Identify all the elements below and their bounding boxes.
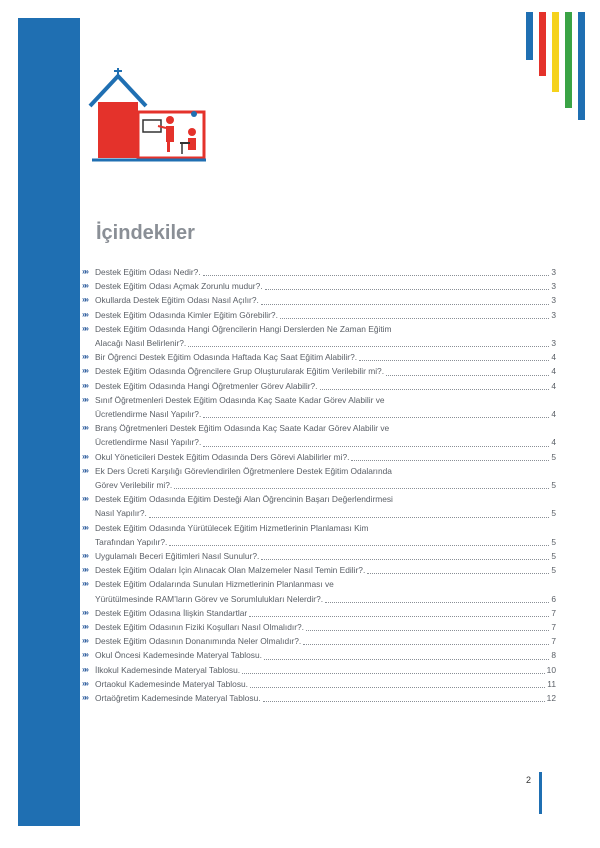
toc-leader-dots	[249, 616, 549, 617]
toc-leader-dots	[242, 673, 545, 674]
toc-entry-text: Destek Eğitim Odasının Donanımında Neler Olmalıdır?.	[95, 636, 302, 647]
toc-leader-dots	[203, 275, 550, 276]
toc-entry-text: Destek Eğitim Odası Nedir?.	[95, 267, 201, 277]
bullet-arrows-icon: »»	[82, 494, 87, 504]
toc-leader-dots	[261, 559, 549, 560]
decorative-color-bars	[526, 12, 590, 120]
toc-leader-dots	[320, 389, 550, 390]
toc-page-number: 3	[551, 309, 556, 320]
bullet-arrows-icon: »»	[82, 451, 87, 461]
toc-leader-dots	[306, 630, 549, 631]
toc-page-number: 3	[551, 295, 556, 306]
toc-entry-text: İlkokul Kademesinde Materyal Tablosu.	[95, 664, 241, 675]
toc-entry-text: Ek Ders Ücreti Karşılığı Görevlendirilen Öğretmenlere Destek Eğitim Odalarında	[95, 465, 392, 476]
bullet-arrows-icon: »»	[82, 565, 87, 575]
toc-leader-dots	[149, 517, 550, 518]
bullet-arrows-icon: »»	[82, 551, 87, 561]
bullet-arrows-icon: »»	[82, 636, 87, 646]
toc-page-number: 4	[551, 352, 556, 363]
bullet-arrows-icon: »»	[82, 380, 87, 390]
toc-page-number: 11	[547, 678, 556, 689]
toc-entry[interactable]	[82, 393, 556, 421]
toc-page-number: 5	[551, 508, 556, 519]
bullet-arrows-icon: »»	[82, 309, 87, 319]
toc-entry[interactable]	[82, 577, 556, 605]
page-number-bar	[539, 772, 542, 814]
toc-page-number: 5	[551, 565, 556, 576]
toc-entry[interactable]	[82, 563, 556, 577]
toc-entry[interactable]	[82, 691, 556, 705]
toc-entry-text: Ortaokul Kademesinde Materyal Tablosu.	[95, 678, 249, 689]
toc-entry-text: Destek Eğitim Odaları İçin Alınacak Olan Malzemeler Nasıl Temin Edilir?.	[95, 565, 366, 576]
toc-entry[interactable]	[82, 265, 556, 279]
toc-page-number: 7	[551, 607, 556, 618]
toc-page-number: 5	[551, 451, 556, 462]
toc-entry[interactable]	[82, 322, 556, 350]
toc-entry[interactable]	[82, 677, 556, 691]
toc-entry[interactable]	[82, 606, 556, 620]
bullet-arrows-icon: »»	[82, 281, 87, 291]
bullet-arrows-icon: »»	[82, 522, 87, 532]
toc-entry[interactable]	[82, 450, 556, 464]
toc-entry-text: Yürütülmesinde RAM’ların Görev ve Sorumlulukları Nelerdir?.	[95, 593, 324, 604]
toc-entry-text: Sınıf Öğretmenleri Destek Eğitim Odasında Kaç Saate Kadar Görev Alabilir ve	[95, 394, 385, 405]
toc-page-number: 6	[551, 593, 556, 604]
toc-leader-dots	[325, 602, 549, 603]
toc-entry-text: Branş Öğretmenleri Destek Eğitim Odasında Kaç Saate Kadar Görev Alabilir ve	[95, 423, 390, 434]
toc-entry-text: Destek Eğitim Odasında Hangi Öğrencilerin Hangi Derslerden Ne Zaman Eğitim	[95, 323, 392, 334]
bullet-arrows-icon: »»	[82, 352, 87, 362]
toc-page-number: 10	[546, 664, 556, 675]
toc-entry[interactable]	[82, 350, 556, 364]
toc-entry-text: Destek Eğitim Odasında Hangi Öğretmenler Görev Alabilir?.	[95, 380, 318, 391]
toc-entry[interactable]	[82, 549, 556, 563]
toc-entry-text: Destek Eğitim Odasında Kimler Eğitim Görebilir?.	[95, 309, 278, 320]
toc-entry-text: Görev Verilebilir mi?.	[95, 480, 173, 491]
toc-leader-dots	[351, 460, 549, 461]
bullet-arrows-icon: »»	[82, 678, 87, 688]
toc-entry-text: Okul Öncesi Kademesinde Materyal Tablosu.	[95, 650, 262, 661]
page-number: 2	[526, 775, 532, 785]
toc-entry[interactable]	[82, 521, 556, 549]
toc-page-number: 4	[551, 409, 556, 420]
toc-page-number: 5	[551, 551, 556, 562]
toc-leader-dots	[303, 644, 549, 645]
toc-entry[interactable]	[82, 663, 556, 677]
bullet-arrows-icon: »»	[82, 267, 87, 276]
toc-entry-text: Bir Öğrenci Destek Eğitim Odasında Haftada Kaç Saat Eğitim Alabilir?.	[95, 352, 358, 363]
bullet-arrows-icon: »»	[82, 323, 87, 333]
toc-page-number: 4	[551, 366, 556, 377]
toc-page-number: 4	[551, 437, 556, 448]
bullet-arrows-icon: »»	[82, 366, 87, 376]
toc-entry-text: Destek Eğitim Odasında Yürütülecek Eğitim Hizmetlerinin Planlaması Kim	[95, 522, 369, 533]
bullet-arrows-icon: »»	[82, 394, 87, 404]
toc-title: İçindekiler	[96, 222, 195, 244]
left-sidebar-band	[18, 18, 80, 826]
toc-page-number: 4	[551, 380, 556, 391]
toc-leader-dots	[261, 304, 549, 305]
toc-entry-text: Ücretlendirme Nasıl Yapılır?.	[95, 437, 202, 448]
table-of-contents	[82, 265, 556, 705]
bullet-arrows-icon: »»	[82, 693, 87, 703]
bullet-arrows-icon: »»	[82, 579, 87, 589]
toc-leader-dots	[188, 346, 549, 347]
toc-entry[interactable]	[82, 293, 556, 307]
toc-entry-text: Ücretlendirme Nasıl Yapılır?.	[95, 409, 202, 420]
toc-entry[interactable]	[82, 379, 556, 393]
toc-page-number: 5	[551, 536, 556, 547]
toc-leader-dots	[265, 289, 550, 290]
toc-entry[interactable]	[82, 492, 556, 520]
bullet-arrows-icon: »»	[82, 423, 87, 433]
toc-entry-text: Destek Eğitim Odası Açmak Zorunlu mudur?.	[95, 281, 263, 292]
toc-page-number: 3	[551, 281, 556, 292]
bullet-arrows-icon: »»	[82, 607, 87, 617]
toc-leader-dots	[264, 659, 549, 660]
toc-page-number: 7	[551, 622, 556, 633]
toc-entry-text: Destek Eğitim Odasında Eğitim Desteği Alan Öğrencinin Başarı Değerlendirmesi	[95, 494, 393, 505]
toc-entry-text: Alacağı Nasıl Belirlenir?.	[95, 338, 187, 349]
toc-entry[interactable]	[82, 634, 556, 648]
bullet-arrows-icon: »»	[82, 650, 87, 660]
bullet-arrows-icon: »»	[82, 295, 87, 305]
toc-leader-dots	[250, 687, 545, 688]
toc-entry-text: Uygulamalı Beceri Eğitimleri Nasıl Sunulur?.	[95, 551, 260, 562]
toc-entry[interactable]	[82, 421, 556, 449]
toc-leader-dots	[174, 488, 549, 489]
toc-page-number: 5	[551, 480, 556, 491]
toc-leader-dots	[280, 318, 549, 319]
toc-entry[interactable]	[82, 364, 556, 378]
toc-leader-dots	[203, 417, 549, 418]
toc-entry-text: Okullarda Destek Eğitim Odası Nasıl Açılır?.	[95, 295, 259, 306]
toc-entry-text: Okul Yöneticileri Destek Eğitim Odasında Ders Görevi Alabilirler mi?.	[95, 451, 350, 462]
toc-page-number: 7	[551, 636, 556, 647]
toc-entry[interactable]	[82, 620, 556, 634]
toc-page-number: 3	[551, 267, 556, 277]
toc-page-number: 3	[551, 338, 556, 349]
toc-page-number: 12	[546, 693, 556, 704]
toc-leader-dots	[386, 375, 549, 376]
toc-entry[interactable]	[82, 648, 556, 662]
toc-entry[interactable]	[82, 279, 556, 293]
toc-leader-dots	[263, 701, 545, 702]
support-room-logo	[88, 68, 208, 164]
toc-entry[interactable]	[82, 308, 556, 322]
bullet-arrows-icon: »»	[82, 664, 87, 674]
toc-entry-text: Ortaöğretim Kademesinde Materyal Tablosu.	[95, 693, 261, 704]
toc-entry-text: Destek Eğitim Odasının Fiziki Koşulları Nasıl Olmalıdır?.	[95, 622, 304, 633]
toc-entry-text: Tarafından Yapılır?.	[95, 536, 168, 547]
toc-leader-dots	[367, 573, 549, 574]
toc-entry-text: Destek Eğitim Odasında Öğrencilere Grup Oluşturularak Eğitim Verilebilir mi?.	[95, 366, 385, 377]
toc-leader-dots	[359, 360, 549, 361]
toc-entry-text: Destek Eğitim Odalarında Sunulan Hizmetlerinin Planlanması ve	[95, 579, 334, 590]
bullet-arrows-icon: »»	[82, 465, 87, 475]
toc-entry[interactable]	[82, 464, 556, 492]
toc-entry-text: Destek Eğitim Odasına İlişkin Standartlar	[95, 607, 248, 618]
bullet-arrows-icon: »»	[82, 622, 87, 632]
toc-page-number: 8	[551, 650, 556, 661]
toc-entry-text: Nasıl Yapılır?.	[95, 508, 147, 519]
toc-leader-dots	[169, 545, 549, 546]
toc-leader-dots	[203, 446, 549, 447]
